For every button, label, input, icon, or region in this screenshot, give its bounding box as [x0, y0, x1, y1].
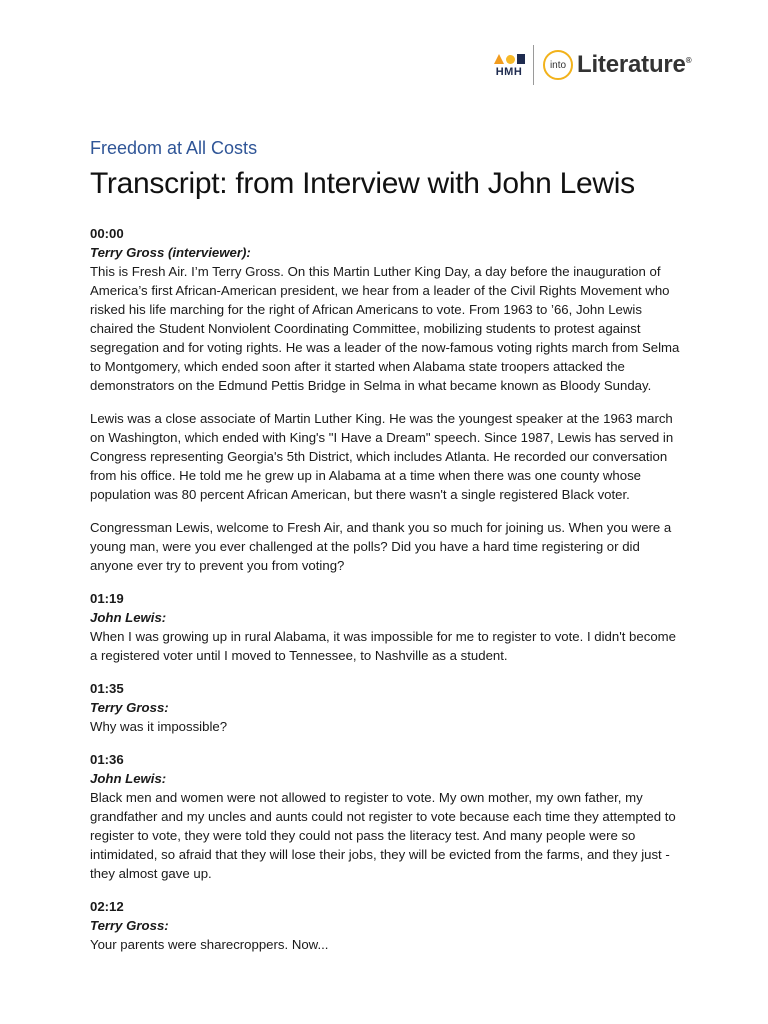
transcript-paragraph: Your parents were sharecroppers. Now... [90, 937, 329, 952]
transcript-paragraph: This is Fresh Air. I’m Terry Gross. On this Martin Luther King Day, a day before the inauguration of America’s first African-American president, we hear from a leader of the Civil Rights Movement who risked his life marching for the right of African Americans to vote. From 1963 to ’66, John Lewis chaired the Student Nonviolent Coordinating Committee, mobilizing students to protest against segregation and for voting rights. He was a leader of the now-famous voting rights march from Selma to Montgomery, which ended soon after it started when Alabama state troopers attacked the demonstrators on the Edmund Pettis Bridge in Selma in what became known as Bloody Sunday. [90, 264, 680, 393]
transcript-body [90, 224, 684, 954]
timestamp: 02:12 [90, 899, 124, 914]
hmh-wordmark: HMH [495, 66, 523, 78]
speaker-label: Terry Gross (interviewer): [90, 245, 251, 260]
transcript-paragraph: Why was it impossible? [90, 719, 228, 734]
document-subtitle: Freedom at All Costs [90, 138, 258, 158]
literature-wordmark: Literature® [577, 51, 692, 78]
timestamp: 01:19 [90, 591, 124, 606]
transcript-section [90, 589, 684, 665]
transcript-paragraph: When I was growing up in rural Alabama, it was impossible for me to register to vote. I didn't become a registered voter until I moved to Tennessee, to Nashville as a student. [90, 629, 676, 663]
hmh-logo [494, 52, 524, 78]
transcript-paragraph: Lewis was a close associate of Martin Luther King. He was the youngest speaker at the 1963 march on Washington, which ended with King's "I Have a Dream" speech. Since 1987, Lewis has served in Congress representing Georgia's 5th District, which includes Atlanta. He recorded our conversation from his office. He told me he grew up in Alabama at a time when there was one county whose population was 80 percent African American, but there wasn't a single registered Black voter. [90, 411, 674, 502]
transcript-section [90, 224, 684, 575]
timestamp: 00:00 [90, 226, 124, 241]
into-badge-icon: into [543, 50, 573, 80]
timestamp: 01:35 [90, 681, 124, 696]
document-content [90, 134, 684, 968]
timestamp: 01:36 [90, 752, 124, 767]
transcript-paragraph: Black men and women were not allowed to register to vote. My own mother, my own father, my grandfather and my uncles and aunts could not register to vote because each time they attempted to register to vote, they were told they could not pass the literacy test. And many people were so intimidated, so afraid that they will lose their jobs, they will be evicted from the farms, and they just - they almost gave up. [90, 790, 676, 881]
transcript-section [90, 679, 684, 736]
document-title: Transcript: from Interview with John Lewis [90, 167, 635, 200]
hmh-shapes-icon [494, 52, 525, 64]
logo-divider [533, 45, 534, 85]
speaker-label: John Lewis: [90, 771, 167, 786]
transcript-section [90, 897, 684, 954]
hmh-into-literature-logo [494, 44, 691, 86]
speaker-label: Terry Gross: [90, 918, 169, 933]
speaker-label: Terry Gross: [90, 700, 169, 715]
speaker-label: John Lewis: [90, 610, 167, 625]
transcript-section [90, 750, 684, 883]
transcript-paragraph: Congressman Lewis, welcome to Fresh Air, and thank you so much for joining us. When you were a young man, were you ever challenged at the polls? Did you have a hard time registering or did anyone ever try to prevent you from voting? [90, 520, 672, 573]
